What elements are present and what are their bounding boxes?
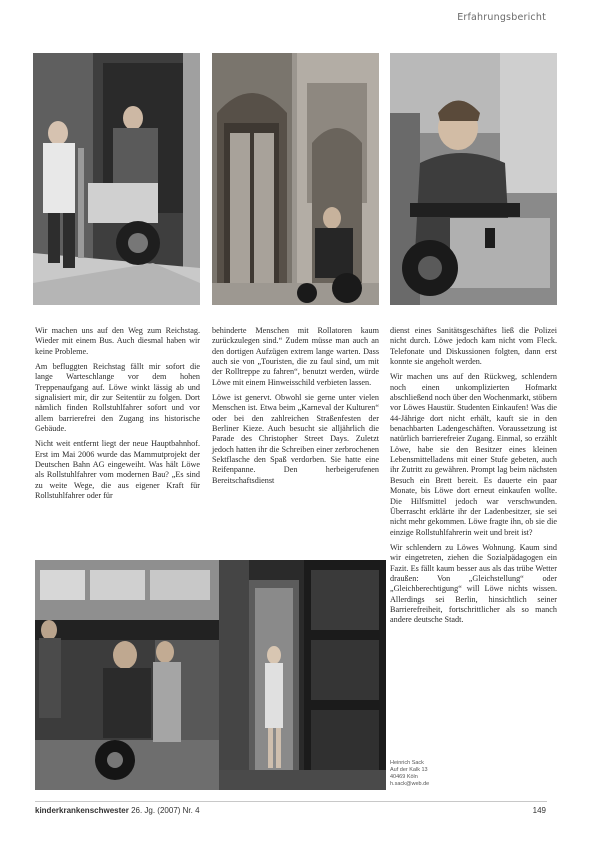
- text-column-3: [390, 326, 557, 631]
- text-column-1: [35, 326, 200, 507]
- page-number: 149: [532, 806, 546, 815]
- credit-line: 40469 Köln: [390, 774, 418, 780]
- photo-bus-entry: [33, 53, 200, 305]
- credit-line: h.sack@web.de: [390, 781, 430, 787]
- photo-building-entrance: [212, 53, 379, 305]
- issue-info: 26. Jg. (2007) Nr. 4: [131, 806, 200, 815]
- paragraph: Löwe ist genervt. Obwohl sie gerne unter vielen Menschen ist. Etwa beim „Karneval der Kulturen“ oder bei den zahlreichen Straßenfesten der Berliner Kieze. Auch besucht sie alljährlich die Parade des Christopher Street Days. Zuletzt jedoch hatten ihr die Schreiben einer zerbrochenen Sektflasche den Spaß verdorben. Sie hatte eine Reifenpanne. Den herbeigerufenen Bereitschaftsdienst: [212, 393, 379, 485]
- paragraph: Am befluggten Reichstag fällt mir sofort die lange Warteschlange vor dem hohen Treppenaufgang auf. Löwe winkt lässig ab und signalisiert mir, dir zur Seitentür zu folgen. Dort nämlich finden Rollstuhlfahrer sofort und vor allem barrierefrei den Zugang ins historische Gebäude.: [35, 362, 200, 434]
- footer-publication: [35, 806, 200, 815]
- paragraph: Nicht weit entfernt liegt der neue Hauptbahnhof. Erst im Mai 2006 wurde das Mammutprojekt der Deutschen Bahn AG eingeweiht. Was hält Löwe als Rollstuhlfahrer vom modernen Bau? „Es sind zu weite Wege, die aus eigener Kraft für Rollstuhlfahrer oder für: [35, 439, 200, 501]
- page-header: [30, 12, 546, 26]
- photo-station-platform: [35, 560, 219, 790]
- credit-line: Heinrich Sack: [390, 760, 424, 766]
- author-credit: [390, 760, 510, 788]
- magazine-name: kinderkrankenschwester: [35, 806, 129, 815]
- paragraph: Wir machen uns auf den Weg zum Reichstag. Wieder mit einem Bus. Auch diesmal haben wir keine Probleme.: [35, 326, 200, 356]
- photo-elevator: [219, 560, 386, 790]
- paragraph: Wir schlendern zu Löwes Wohnung. Kaum sind wir eingetreten, ziehen die Sozialpädagogen ein Fazit. Es fällt kaum besser aus als das trübe Wetter draußen: Von „Gleichstellung“ oder „Gleichberechtigung“ will Löwe nichts wissen. Allerdings sei Berlin, hinsichtlich seiner Barrierefreiheit, fortschrittlicher als so manch andere deutsche Stadt.: [390, 542, 557, 625]
- paragraph: dienst eines Sanitätsgeschäftes ließ die Polizei nicht durch. Löwe jedoch kam nicht vom Fleck. Telefonate und Diskussionen folgten, dann erst konnte sie angeholt werden.: [390, 326, 557, 367]
- section-title: Erfahrungsbericht: [457, 12, 546, 23]
- footer-divider: [35, 801, 547, 802]
- text-column-2: [212, 326, 379, 491]
- paragraph: Wir machen uns auf den Rückweg, schlendern noch einen unkomplizierten Hofmarkt abschließend noch über den Wochenmarkt, stöbern vor Löwes Haustür. Studenten Einkaufen! Was die 44-Jährige dort nicht erhält, kauft sie in den benachbarten Ladengeschäften. Voraussetzung ist natürlich barrierefreier Zugang. Einmal, so erzählt Löwe, habe sie den Besitzer eines kleinen Lebensmittelladens mit einer Stufe gebeten, auch ihr Zutritt zu gewähren. Prompt lag beim nächsten Besuch ein Brett bereit. Es dauerte ein paar Monate, bis Löwe dort erneut einkaufen wollte. Die Hilfsmittel jedoch war verschwunden. Überrascht erklärte ihr der Ladenbesitzer, sie sei nicht mehr gekommen. Löwe fragte ihn, ob sie die einzige Rollstuhlfahrerin weit und breit ist?: [390, 372, 557, 537]
- credit-line: Auf der Kalk 13: [390, 767, 428, 773]
- photo-woman-wheelchair: [390, 53, 557, 305]
- paragraph: behinderte Menschen mit Rollatoren kaum zurückzulegen sind.“ Zudem müsse man auch an den dortigen Aufzügen extrem lange warten. Dass auch sie von „Touristen, die zu faul sind, um mit der Rolltreppe zu fahren“, benutzt werden, würde Löwe mit einem Hinweisschild verbieten lassen.: [212, 326, 379, 387]
